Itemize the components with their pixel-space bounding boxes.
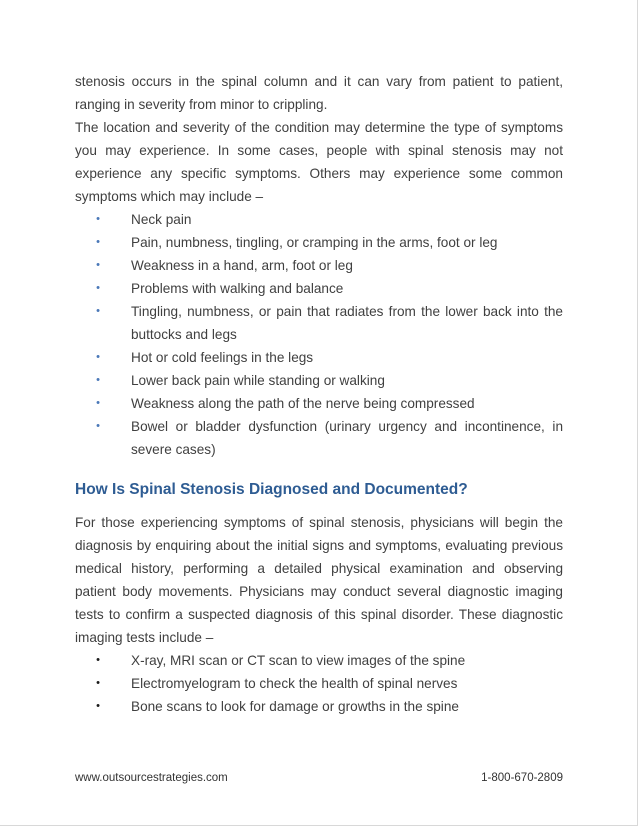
list-item	[75, 346, 563, 369]
list-item	[75, 649, 563, 672]
list-item	[75, 277, 563, 300]
page-content	[75, 70, 563, 718]
list-item-text: X-ray, MRI scan or CT scan to view images of the spine	[131, 653, 466, 668]
list-item-text: Weakness in a hand, arm, foot or leg	[131, 258, 353, 273]
bullet-icon: •	[96, 700, 100, 712]
list-item	[75, 369, 563, 392]
list-item	[75, 392, 563, 415]
tests-list	[75, 649, 563, 718]
list-item	[75, 231, 563, 254]
bullet-icon: •	[96, 374, 100, 386]
list-item	[75, 695, 563, 718]
list-item	[75, 415, 563, 461]
list-item-text: Lower back pain while standing or walking	[131, 373, 385, 388]
symptoms-list	[75, 208, 563, 461]
list-item-text: Problems with walking and balance	[131, 281, 344, 296]
bullet-icon: •	[96, 420, 100, 432]
list-item	[75, 300, 563, 346]
paragraph-diagnosis: For those experiencing symptoms of spinal stenosis, physicians will begin the diagnosis by enquiring about the initial signs and symptoms, evaluating previous medical history, performing a detailed physical examination and observing patient body movements. Physicians may conduct several diagnostic imaging tests to confirm a suspected diagnosis of this spinal disorder. These diagnostic imaging tests include –	[75, 515, 563, 645]
paragraph-symptoms-intro: The location and severity of the condition may determine the type of symptoms you may experience. In some cases, people with spinal stenosis may not experience any specific symptoms. Others may experience some common symptoms which may include –	[75, 120, 563, 204]
list-item-text: Electromyelogram to check the health of spinal nerves	[131, 676, 458, 691]
list-item-text: Weakness along the path of the nerve being compressed	[131, 396, 475, 411]
bullet-icon: •	[96, 213, 100, 225]
list-item	[75, 254, 563, 277]
list-item-text: Pain, numbness, tingling, or cramping in the arms, foot or leg	[131, 235, 498, 250]
list-item-text: Neck pain	[131, 212, 192, 227]
list-item-text: Bone scans to look for damage or growths in the spine	[131, 699, 459, 714]
page-footer	[75, 772, 563, 788]
bullet-icon: •	[96, 305, 100, 317]
bullet-icon: •	[96, 397, 100, 409]
list-item	[75, 672, 563, 695]
section-heading: How Is Spinal Stenosis Diagnosed and Documented?	[75, 481, 468, 498]
bullet-icon: •	[96, 236, 100, 248]
bullet-icon: •	[96, 654, 100, 666]
footer-phone: 1-800-670-2809	[481, 772, 563, 784]
list-item-text: Bowel or bladder dysfunction (urinary urgency and incontinence, in severe cases)	[131, 419, 563, 457]
list-item-text: Tingling, numbness, or pain that radiates from the lower back into the buttocks and legs	[131, 304, 563, 342]
bullet-icon: •	[96, 351, 100, 363]
bullet-icon: •	[96, 282, 100, 294]
footer-website-link[interactable]: www.outsourcestrategies.com	[75, 772, 228, 784]
paragraph-intro: stenosis occurs in the spinal column and it can vary from patient to patient, ranging in severity from minor to crippling.	[75, 74, 563, 112]
list-item-text: Hot or cold feelings in the legs	[131, 350, 314, 365]
list-item	[75, 208, 563, 231]
bullet-icon: •	[96, 259, 100, 271]
bullet-icon: •	[96, 677, 100, 689]
